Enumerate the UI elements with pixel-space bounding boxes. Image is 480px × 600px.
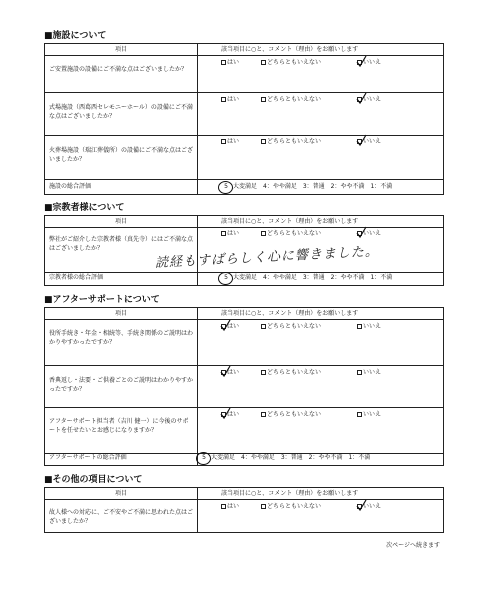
option-neutral[interactable]: どちらともいえない — [261, 502, 321, 511]
option-neutral[interactable]: どちらともいえない — [261, 368, 321, 377]
continued-note: 次ページへ続きます — [386, 542, 440, 549]
check-mark-icon — [356, 226, 367, 239]
option-yes[interactable]: はい — [221, 410, 239, 419]
question-text: ご安置施設の設備にご不満な点はございましたか？ — [49, 66, 188, 73]
table-header: 項目 該当項目に○と、コメント（理由）をお願いします — [45, 216, 443, 228]
section-title-clergy: ■宗教者様について — [44, 203, 125, 213]
overall-rating-row — [45, 271, 443, 285]
rating-scale: 大変満足 4：やや満足 3：普通 2：やや不満 1：不満 — [211, 454, 371, 461]
question-text: 火葬場施設（瑞江葬儀所）の設備にご不満な点はございましたか？ — [49, 147, 194, 163]
table-header: 項目 該当項目に○と、コメント（理由）をお願いします — [45, 488, 443, 500]
question-row — [45, 55, 443, 93]
rating-scale: 大変満足 4：やや満足 3：普通 2：やや不満 1：不満 — [233, 274, 393, 281]
option-yes[interactable]: はい — [221, 58, 239, 67]
option-yes[interactable]: はい — [221, 229, 239, 238]
option-neutral[interactable]: どちらともいえない — [261, 58, 321, 67]
question-text: 香典返し・法要・ご供養ごとのご説明はわかりやすかったですか？ — [49, 377, 194, 393]
handwritten-comment: 読経もすばらしく心に響きました。 — [154, 244, 380, 271]
option-neutral[interactable]: どちらともいえない — [261, 410, 321, 419]
rating-scale: 大変満足 4：やや満足 3：普通 2：やや不満 1：不満 — [233, 183, 393, 190]
question-text: 式場施設（西葛西セレモニーホール）の設備にご不満な点はございましたか？ — [49, 104, 193, 120]
section-title-facilities: ■施設について — [44, 31, 107, 41]
check-mark-icon — [220, 407, 231, 420]
check-mark-icon — [356, 499, 367, 512]
option-neutral[interactable]: どちらともいえない — [261, 137, 321, 146]
section-table-facilities — [44, 43, 444, 195]
question-row — [45, 499, 443, 533]
option-no[interactable]: いいえ — [357, 368, 381, 377]
check-mark-icon — [356, 134, 367, 147]
overall-rating-row — [45, 180, 443, 194]
option-yes[interactable]: はい — [221, 368, 239, 377]
overall-rating-row — [45, 451, 443, 465]
question-row — [45, 319, 443, 366]
section-title-after-support: ■アフターサポートについて — [44, 295, 160, 305]
option-yes[interactable]: はい — [221, 95, 239, 104]
rating-label: アフターサポートの総合評価 — [49, 454, 127, 461]
question-text: 弊社がご紹介した宗教者様（真先寺）にはご不満な点はございましたか？ — [49, 236, 194, 252]
option-yes[interactable]: はい — [221, 137, 239, 146]
section-title-other: ■その他の項目について — [44, 475, 143, 485]
rating-label: 施設の総合評価 — [49, 183, 92, 190]
check-mark-icon — [220, 319, 231, 332]
question-text: 故人様への対応に、ご不安やご不満に思われた点はございましたか？ — [49, 509, 194, 525]
check-mark-icon — [356, 55, 367, 68]
option-neutral[interactable]: どちらともいえない — [261, 229, 321, 238]
option-no[interactable]: いいえ — [357, 58, 381, 67]
option-neutral[interactable]: どちらともいえない — [261, 95, 321, 104]
option-no[interactable]: いいえ — [357, 95, 381, 104]
option-no[interactable]: いいえ — [357, 229, 381, 238]
question-row — [45, 365, 443, 408]
section-table-clergy — [44, 215, 444, 286]
section-table-after-support — [44, 307, 444, 466]
option-yes[interactable]: はい — [221, 502, 239, 511]
option-yes[interactable]: はい — [221, 322, 239, 331]
question-text: アフターサポート担当者（吉川 健一）に今後のサポートを任せたいとお感じになりますか？ — [49, 418, 189, 434]
table-header: 項目 該当項目に○と、コメント（理由）をお願いします — [45, 308, 443, 320]
option-no[interactable]: いいえ — [357, 410, 381, 419]
option-no[interactable]: いいえ — [357, 137, 381, 146]
option-no[interactable]: いいえ — [357, 322, 381, 331]
question-row — [45, 135, 443, 180]
rating-selected[interactable]: 5 — [221, 180, 231, 194]
option-no[interactable]: いいえ — [357, 502, 381, 511]
question-text: 役所手続き・年金・相続等、手続き関係のご説明はわかりやすかったですか？ — [49, 330, 194, 346]
rating-selected[interactable]: 5 — [221, 271, 231, 285]
selection-circle — [218, 181, 233, 194]
option-neutral[interactable]: どちらともいえない — [261, 322, 321, 331]
header-item-label: 項目 — [114, 46, 127, 53]
rating-label: 宗教者様の総合評価 — [49, 274, 104, 281]
check-mark-icon — [356, 92, 367, 105]
section-table-other — [44, 487, 444, 533]
check-mark-icon — [220, 365, 231, 378]
header-note-label: 該当項目に○と、コメント（理由）をお願いします — [221, 46, 359, 53]
question-row — [45, 407, 443, 454]
rating-selected[interactable]: 5 — [199, 451, 209, 465]
question-row — [45, 92, 443, 136]
selection-circle — [196, 452, 211, 465]
selection-circle — [218, 272, 233, 285]
